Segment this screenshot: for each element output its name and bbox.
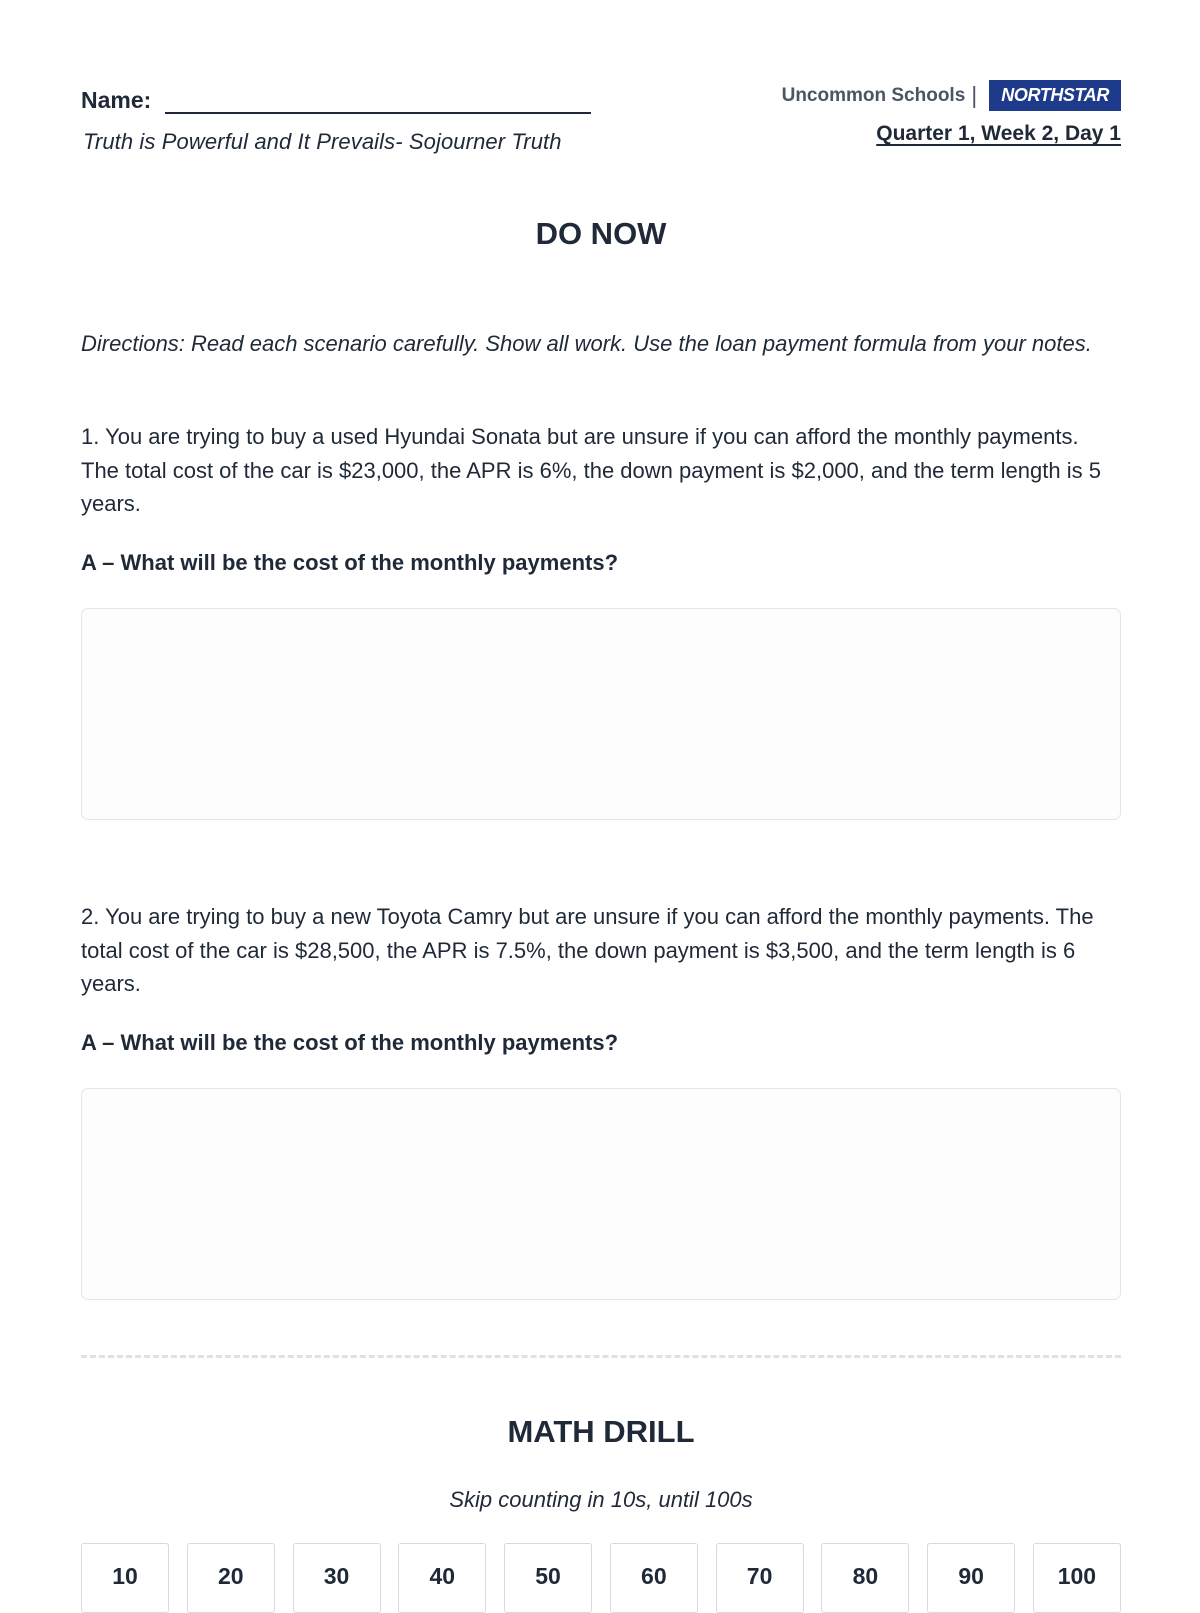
- drill-cell[interactable]: 80: [821, 1543, 909, 1613]
- section-divider: [81, 1355, 1121, 1358]
- question-2: 2. You are trying to buy a new Toyota Camry but are unsure if you can afford the monthly payments. The total cost of the car is $28,500, the APR is 7.5%, the down payment is $3,500, and the term length is 6 years.: [81, 904, 1094, 996]
- school-brand: [782, 80, 1121, 111]
- drill-cell[interactable]: 90: [927, 1543, 1015, 1613]
- drill-cell[interactable]: 100: [1033, 1543, 1121, 1613]
- drill-cell[interactable]: 20: [187, 1543, 275, 1613]
- drill-cell[interactable]: 10: [81, 1543, 169, 1613]
- drill-cell[interactable]: 40: [398, 1543, 486, 1613]
- quarter-label: Quarter 1, Week 2, Day 1: [876, 122, 1121, 145]
- answer-box-1[interactable]: [81, 608, 1121, 820]
- brand-separator: |: [971, 82, 978, 108]
- name-blank-line[interactable]: [165, 82, 591, 114]
- drill-cell[interactable]: 70: [716, 1543, 804, 1613]
- do-now-title: DO NOW: [535, 216, 667, 251]
- worksheet-page: [81, 0, 1121, 1600]
- math-drill-instruction: Skip counting in 10s, until 100s: [449, 1487, 753, 1512]
- northstar-logo: NORTHSTAR: [989, 80, 1121, 111]
- question-2-subquestion: A – What will be the cost of the monthly payments?: [81, 1030, 619, 1055]
- question-1-subquestion: A – What will be the cost of the monthly payments?: [81, 550, 619, 575]
- name-label: Name:: [81, 87, 152, 113]
- drill-cell[interactable]: 30: [293, 1543, 381, 1613]
- brand-text: Uncommon Schools: [781, 84, 966, 106]
- question-1: 1. You are trying to buy a used Hyundai Sonata but are unsure if you can afford the monthly payments. The total cost of the car is $23,000, the APR is 6%, the down payment is $2,000, and the term length is 5 years.: [81, 424, 1101, 516]
- drill-cell[interactable]: 60: [610, 1543, 698, 1613]
- math-drill-title: MATH DRILL: [507, 1414, 695, 1449]
- name-row: [81, 82, 591, 114]
- answer-box-2[interactable]: [81, 1088, 1121, 1300]
- motto: Truth is Powerful and It Prevails- Sojourner Truth: [83, 129, 562, 154]
- math-drill-row: [81, 1543, 1121, 1613]
- drill-cell[interactable]: 50: [504, 1543, 592, 1613]
- directions: Directions: Read each scenario carefully. Show all work. Use the loan payment formula from your notes.: [81, 331, 1092, 356]
